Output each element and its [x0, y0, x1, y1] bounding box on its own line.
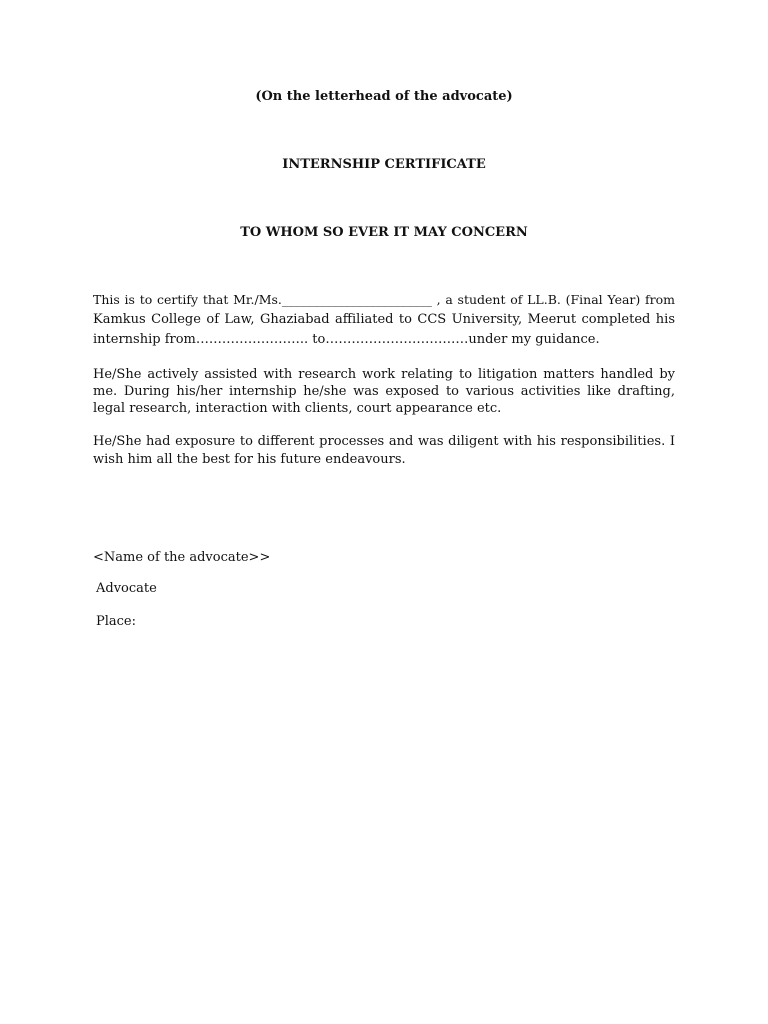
- certificate-title: INTERNSHIP CERTIFICATE: [282, 157, 486, 172]
- wishes-paragraph: [93, 433, 675, 469]
- paragraph-line: wish him all the best for his future endeavours.: [93, 452, 406, 467]
- advocate-name-placeholder: <Name of the advocate>>: [93, 550, 271, 565]
- place-label: Place:: [96, 614, 137, 629]
- advocate-role: Advocate: [96, 581, 157, 596]
- letterhead-note: (On the letterhead of the advocate): [255, 89, 513, 104]
- paragraph-line: He/She had exposure to different processes and was diligent with his responsibilities. I: [93, 434, 675, 449]
- certification-paragraph: [93, 290, 675, 350]
- paragraph-line: me. During his/her internship he/she was exposed to various activities like drafting,: [93, 384, 675, 399]
- paragraph-line: internship from…………………….. to……………………………under my guidance.: [93, 332, 600, 347]
- paragraph-line: He/She actively assisted with research work relating to litigation matters handled by: [93, 367, 675, 382]
- paragraph-line: Kamkus College of Law, Ghaziabad affiliated to CCS University, Meerut completed his: [93, 312, 675, 327]
- salutation-heading: TO WHOM SO EVER IT MAY CONCERN: [240, 225, 528, 240]
- paragraph-line: This is to certify that Mr./Ms.________________________ , a student of LL.B. (Final Year) from: [93, 292, 675, 307]
- activities-paragraph: [93, 366, 675, 417]
- paragraph-line: legal research, interaction with clients, court appearance etc.: [93, 401, 502, 416]
